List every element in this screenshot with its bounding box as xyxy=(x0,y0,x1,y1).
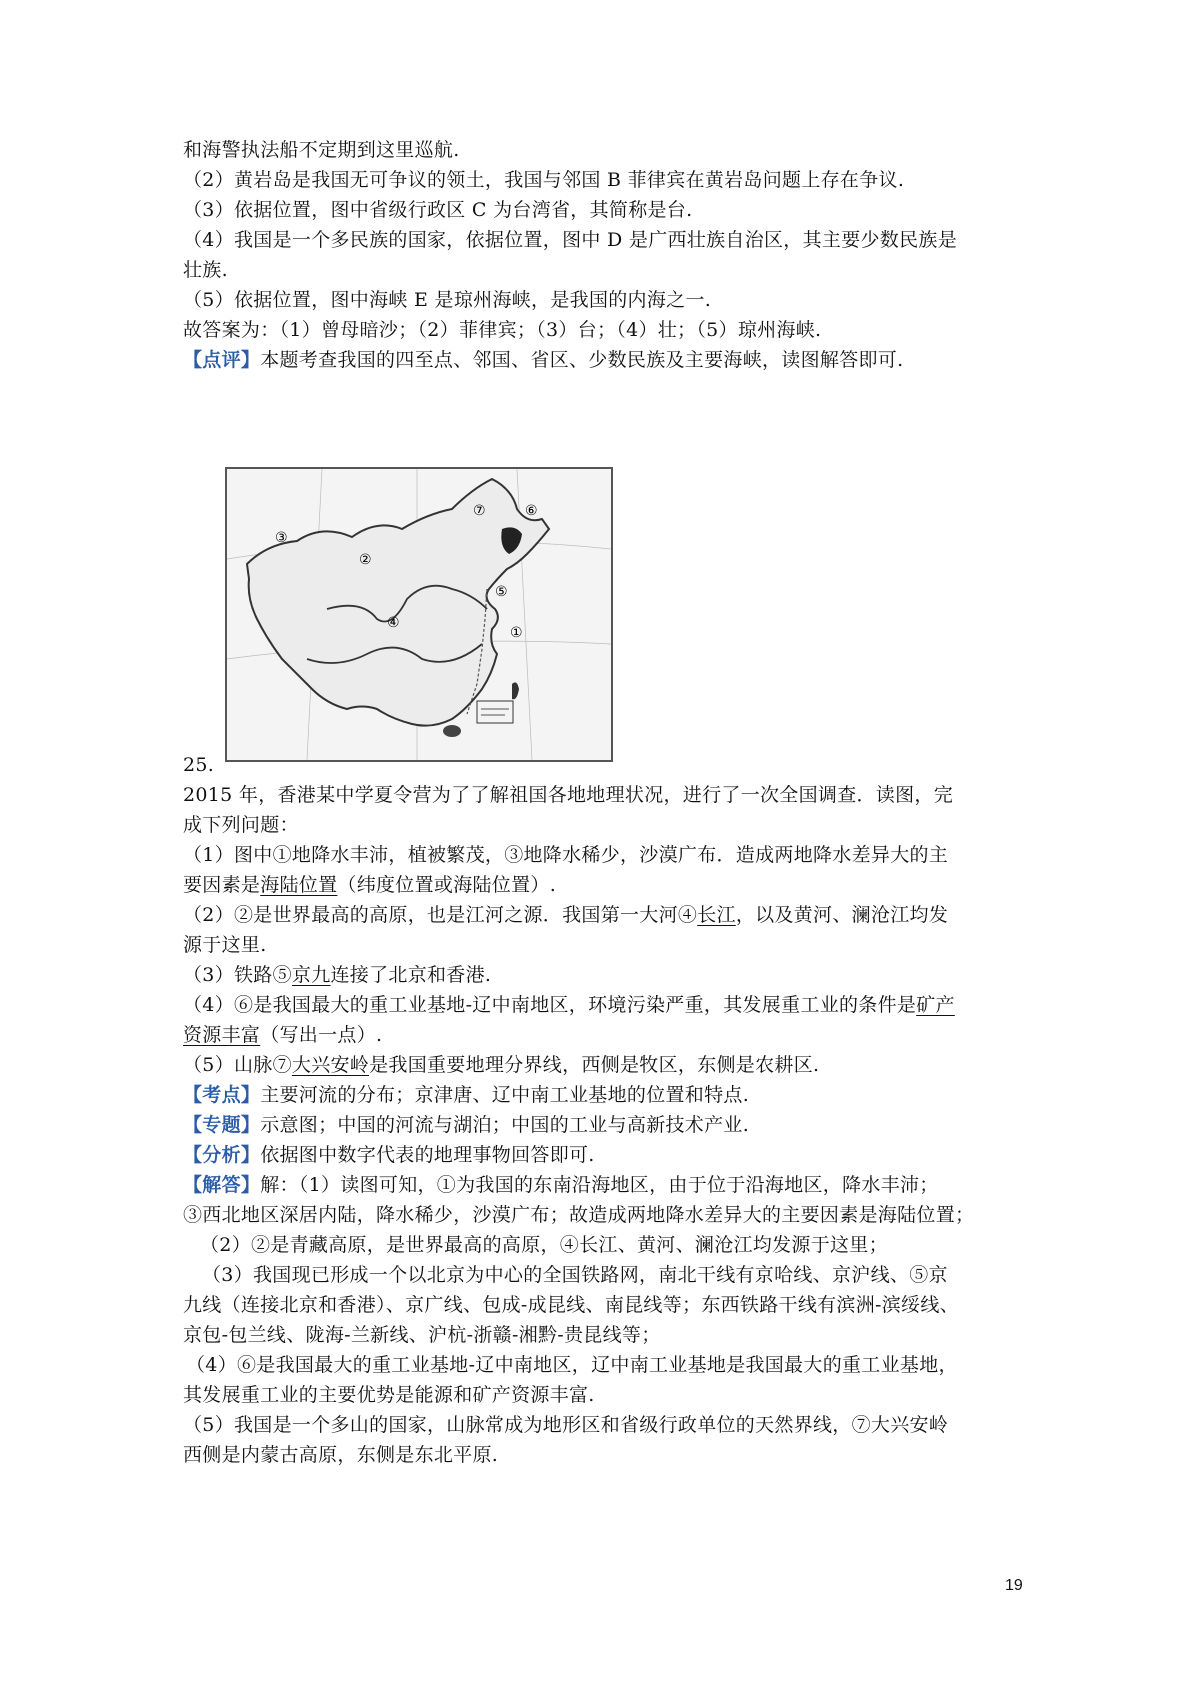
text-line: ③西北地区深居内陆，降水稀少，沙漠广布；故造成两地降水差异大的主要因素是海陆位置； xyxy=(183,1204,975,1226)
text-line xyxy=(183,1020,382,1050)
text-line: （2）黄岩岛是我国无可争议的领土，我国与邻国 B 菲律宾在黄岩岛问题上存在争议. xyxy=(183,169,905,191)
text-line: （3）我国现已形成一个以北京为中心的全国铁路网，南北干线有京哈线、京沪线、⑤京 xyxy=(202,1264,948,1286)
map-label: ⑤ xyxy=(495,584,508,600)
fill-answer: 资源丰富 xyxy=(183,1024,261,1046)
fenxi-line xyxy=(183,1140,595,1170)
jieda-tag: 【解答】 xyxy=(183,1174,261,1196)
text-span: （纬度位置或海陆位置）. xyxy=(337,874,557,896)
text-line: 成下列问题： xyxy=(183,814,299,836)
text-span: （3）铁路⑤ xyxy=(183,964,292,986)
text-line: 2015 年，香港某中学夏令营为了了解祖国各地地理状况，进行了一次全国调查．读图，完 xyxy=(183,784,953,806)
jieda-line xyxy=(183,1170,939,1200)
fill-answer: 京九 xyxy=(291,964,331,986)
text-line: 九线（连接北京和香港）、京广线、包成-成昆线、南昆线等；东西铁路干线有滨洲-滨绥线、 xyxy=(183,1294,959,1316)
zhuanti-line xyxy=(183,1110,749,1140)
text-line: （5）依据位置，图中海峡 E 是琼州海峡，是我国的内海之一. xyxy=(183,289,712,311)
answer-line: 故答案为：（1）曾母暗沙；（2）菲律宾；（3）台；（4）壮；（5）琼州海峡. xyxy=(183,319,822,341)
china-map-figure xyxy=(225,467,613,762)
text-line: （3）依据位置，图中省级行政区 C 为台湾省，其简称是台. xyxy=(183,199,693,221)
text-line xyxy=(183,900,948,930)
map-label: ⑦ xyxy=(473,503,486,519)
text-line: （4）我国是一个多民族的国家，依据位置，图中 D 是广西壮族自治区，其主要少数民族是 xyxy=(183,229,958,251)
zhuanti-tag: 【专题】 xyxy=(183,1114,261,1136)
fill-answer: 海陆位置 xyxy=(260,874,338,896)
text-line: 壮族. xyxy=(183,259,228,281)
text-span: （写出一点）. xyxy=(260,1024,383,1046)
map-label: ⑥ xyxy=(525,503,538,519)
question-number: 25. xyxy=(183,754,215,776)
fenxi-tag: 【分析】 xyxy=(183,1144,261,1166)
fenxi-text: 依据图中数字代表的地理事物回答即可. xyxy=(260,1144,595,1166)
text-line: （5）我国是一个多山的国家，山脉常成为地形区和省级行政单位的天然界线，⑦大兴安岭 xyxy=(183,1414,949,1436)
text-line: （2）②是青藏高原，是世界最高的高原，④长江、黄河、澜沧江均发源于这里； xyxy=(200,1234,888,1256)
fill-answer: 矿产 xyxy=(916,994,955,1016)
comment-line xyxy=(183,345,903,375)
text-line: 西侧是内蒙古高原，东侧是东北平原. xyxy=(183,1444,499,1466)
map-label: ④ xyxy=(387,615,400,631)
text-line xyxy=(183,990,955,1020)
text-line: 京包-包兰线、陇海-兰新线、沪杭-浙赣-湘黔-贵昆线等； xyxy=(183,1324,661,1346)
zhuanti-text: 示意图；中国的河流与湖泊；中国的工业与高新技术产业. xyxy=(260,1114,750,1136)
text-span: 要因素是 xyxy=(183,874,261,896)
text-line: （4）⑥是我国最大的重工业基地-辽中南地区，辽中南工业基地是我国最大的重工业基地， xyxy=(186,1354,958,1376)
text-span: （2）②是世界最高的高原，也是江河之源．我国第一大河④ xyxy=(183,904,698,926)
text-line xyxy=(183,960,491,990)
text-line xyxy=(183,1050,819,1080)
text-span: （5）山脉⑦ xyxy=(183,1054,292,1076)
comment-tag: 【点评】 xyxy=(183,349,261,371)
text-line: 源于这里. xyxy=(183,934,267,956)
kaodian-text: 主要河流的分布；京津唐、辽中南工业基地的位置和特点. xyxy=(260,1084,750,1106)
text-line: 和海警执法船不定期到这里巡航. xyxy=(183,139,460,161)
map-label: ① xyxy=(510,625,523,641)
jieda-text: 解：（1）读图可知，①为我国的东南沿海地区，由于位于沿海地区，降水丰沛； xyxy=(260,1174,939,1196)
kaodian-line xyxy=(183,1080,749,1110)
page-number: 19 xyxy=(1005,1577,1023,1594)
text-span: 连接了北京和香港. xyxy=(330,964,492,986)
map-label: ③ xyxy=(275,530,288,546)
text-span: （4）⑥是我国最大的重工业基地-辽中南地区，环境污染严重，其发展重工业的条件是 xyxy=(183,994,917,1016)
china-map-svg xyxy=(227,469,611,760)
text-span: 是我国重要地理分界线，西侧是牧区，东侧是农耕区. xyxy=(369,1054,820,1076)
text-line xyxy=(183,870,556,900)
fill-answer: 长江 xyxy=(697,904,736,926)
map-label: ② xyxy=(359,552,372,568)
fill-answer: 大兴安岭 xyxy=(291,1054,370,1076)
kaodian-tag: 【考点】 xyxy=(183,1084,261,1106)
comment-text: 本题考查我国的四至点、邻国、省区、少数民族及主要海峡，读图解答即可. xyxy=(260,349,904,371)
text-line: 其发展重工业的主要优势是能源和矿产资源丰富. xyxy=(183,1384,595,1406)
text-span: ，以及黄河、澜沧江均发 xyxy=(735,904,949,926)
text-line: （1）图中①地降水丰沛，植被繁茂，③地降水稀少，沙漠广布．造成两地降水差异大的主 xyxy=(183,844,949,866)
